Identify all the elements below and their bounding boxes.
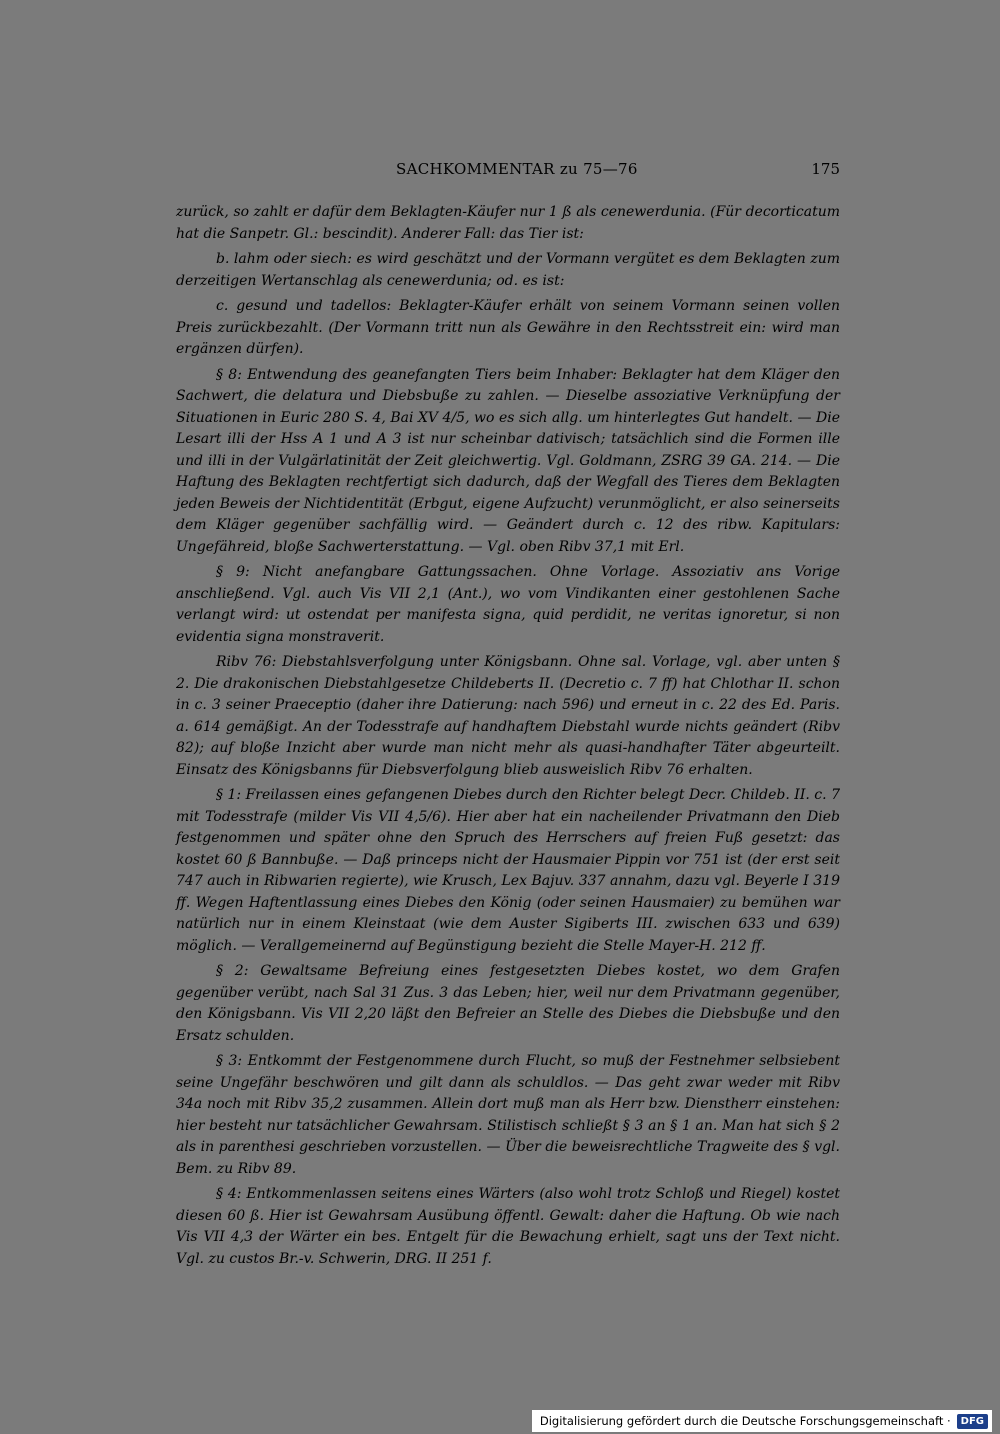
header-title: SACHKOMMENTAR zu 75—76	[396, 160, 638, 178]
paragraph: § 9: Nicht anefangbare Gattungssachen. Ohne Vorlage. Assoziativ ans Vorige anschließend. Vgl. auch Vis VII 2,1 (Ant.), wo vom Vindikanten einer gestohlenen Sache verlangt wird: ut ostendat per manifesta signa, quid perdidit, ne veritas ignoretur, si non evidentia signa monstraverit.	[176, 564, 840, 645]
paragraph: b. lahm oder siech: es wird geschätzt und der Vormann vergütet es dem Beklagten zum derzeitigen Wertanschlag als cenewerdunia; od. es ist:	[176, 251, 840, 289]
running-header	[176, 160, 840, 184]
paragraph: § 3: Entkommt der Festgenommene durch Flucht, so muß der Festnehmer selbsiebent seine Ungefähr beschwören und gilt dann als schuldlos. — Das geht zwar weder mit Ribv 34a noch mit Ribv 35,2 zusammen. Allein dort muß man als Herr bzw. Dienstherr einstehen: hier besteht nur tatsächlicher Gewahrsam. Stilistisch schließt § 3 an § 1 an. Man hat sich § 2 als in parenthesi geschrieben vorzustellen. — Über die beweisrechtliche Tragweite des § vgl. Bem. zu Ribv 89.	[176, 1053, 840, 1177]
paragraph: Ribv 76: Diebstahlsverfolgung unter Königsbann. Ohne sal. Vorlage, vgl. aber unten § 2. Die drakonischen Diebstahlgesetze Childeberts II. (Decretio c. 7 ff) hat Chlothar II. schon in c. 3 seiner Praeceptio (daher ihre Datierung: nach 596) und erneut in c. 22 des Ed. Paris. a. 614 gemäßigt. An der Todesstrafe auf handhaftem Diebstahl wurde nichts geändert (Ribv 82); auf bloße Inzicht aber wurde man nicht mehr als quasi-handhafter Täter abgeurteilt. Einsatz des Königsbanns für Diebsverfolgung blieb ausweislich Ribv 76 erhalten.	[176, 654, 840, 778]
paragraph: c. gesund und tadellos: Beklagter-Käufer erhält von seinem Vormann seinen vollen Preis zurückbezahlt. (Der Vormann tritt nun als Gewähre in den Rechtsstreit ein: wird man ergänzen dürfen).	[176, 298, 840, 357]
paragraph: § 8: Entwendung des geanefangten Tiers beim Inhaber: Beklagter hat dem Kläger den Sachwert, die delatura und Diebsbuße zu zahlen. — Dieselbe assoziative Verknüpfung der Situationen in Euric 280 S. 4, Bai XV 4/5, wo es sich allg. um hinterlegtes Gut handelt. — Die Lesart illi der Hss A 1 und A 3 ist nur scheinbar dativisch; tatsächlich sind die Formen ille und illi in der Vulgärlatinität der Zeit gleichwertig. Vgl. Goldmann, ZSRG 39 GA. 214. — Die Haftung des Beklagten rechtfertigt sich dadurch, daß der Wegfall des Tieres dem Beklagten jeden Beweis der Nichtidentität (Erbgut, eigene Aufzucht) verunmöglicht, er also seinerseits dem Kläger gegenüber sachfällig wird. — Geändert durch c. 12 des ribw. Kapitulars: Ungefährеid, bloße Sachwerterstattung. — Vgl. oben Ribv 37,1 mit Erl.	[176, 366, 840, 555]
paragraph: § 4: Entkommenlassen seitens eines Wärters (also wohl trotz Schloß und Riegel) kostet diesen 60 ß. Hier ist Gewahrsam Ausübung öffentl. Gewalt: daher die Haftung. Ob wie nach Vis VII 4,3 der Wärter ein bes. Entgelt für die Bewachung erhielt, sagt uns der Text nicht. Vgl. zu custos Br.-v. Schwerin, DRG. II 251 f.	[176, 1186, 840, 1267]
footer-text: Digitalisierung gefördert durch die Deutsche Forschungsgemeinschaft ·	[539, 1414, 951, 1428]
funding-footer	[532, 1410, 992, 1432]
paragraph: § 1: Freilassen eines gefangenen Diebes durch den Richter belegt Decr. Childeb. II. c. 7 mit Todesstrafe (milder Vis VII 4,5/6). Hier aber hat ein nacheilender Privatmann den Dieb festgenommen und später ohne den Spruch des Herrschers auf freien Fuß gesetzt: das kostet 60 ß Bannbuße. — Daß princeps nicht der Hausmaier Pippin vor 751 ist (der erst seit 747 auch in Ribwarien regierte), wie Krusch, Lex Bajuv. 337 annahm, dazu vgl. Beyerle I 319 ff. Wegen Haftentlassung eines Diebes den König (oder seinen Hausmaier) zu bemühen war natürlich nur in einem Kleinstaat (wie dem Auster Sigiberts III. zwischen 633 und 639) möglich. — Verallgemeinernd auf Begünstigung bezieht die Stelle Mayer-H. 212 ff.	[176, 787, 840, 954]
commentary-body	[176, 202, 840, 1274]
paragraph: zurück, so zahlt er dafür dem Beklagten-Käufer nur 1 ß als cenewerdunia. (Für decorticatum hat die Sanpetr. Gl.: bescindit). Anderer Fall: das Tier ist:	[176, 204, 840, 242]
paragraph: § 2: Gewaltsame Befreiung eines festgesetzten Diebes kostet, wo dem Grafen gegenüber verübt, nach Sal 31 Zus. 3 das Leben; hier, weil nur dem Privatmann gegenüber, den Königsbann. Vis VII 2,20 läßt den Befreier an Stelle des Diebes die Diebsbuße und den Ersatz schulden.	[176, 963, 840, 1044]
page-number: 175	[811, 160, 840, 178]
dfg-logo[interactable]: DFG	[957, 1414, 988, 1429]
